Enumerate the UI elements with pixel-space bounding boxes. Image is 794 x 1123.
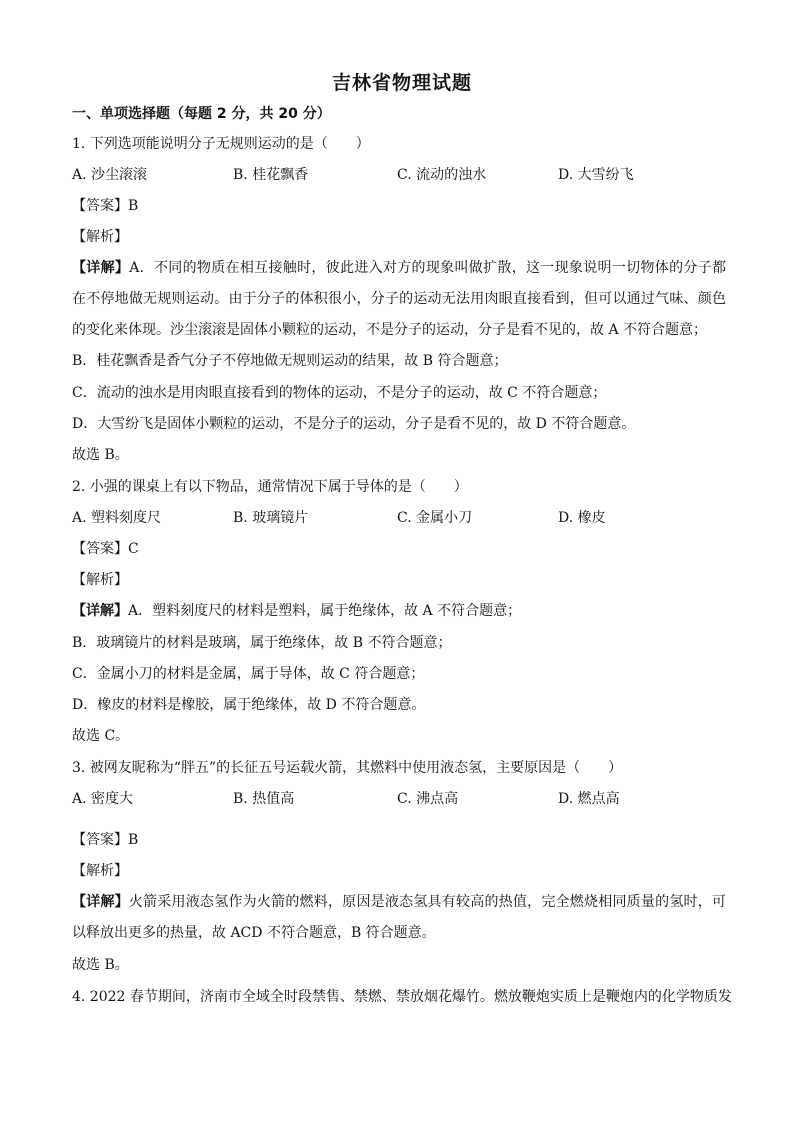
q3-detail [72,887,726,949]
q2-option-d: D. 橡皮 [558,510,606,526]
q3-option-d: D. 燃点高 [558,791,620,807]
section-heading: 一、单项选择题（每题 2 分，共 20 分） [72,106,331,122]
q1-option-a: A. 沙尘滚滚 [72,167,148,183]
q3-conclusion: 故选 B。 [72,957,129,973]
question-3-stem: 3. 被网友昵称为“胖五”的长征五号运载火箭，其燃料中使用液态氢，主要原因是（ ） [72,760,623,776]
q2-explain-c: C．金属小刀的材料是金属，属于导体，故 C 符合题意； [72,666,425,682]
q1-detail-text: A．不同的物质在相互接触时，彼此进入对方的现象叫做扩散，这一现象说明一切物体的分子都在不停地做无规则运动。由于分子的体积很小，分子的运动无法用肉眼直接看到，但可以通过气味、颜色的变化来体现。沙尘滚滚是固体小颗粒的运动，不是分子的运动，分子是看不见的，故 A 不符合题意； [72,260,727,338]
q1-option-d: D. 大雪纷飞 [558,167,634,183]
q3-detail-tag: 【详解】 [72,894,129,910]
q1-explain-b: B．桂花飘香是香气分子不停地做无规则运动的结果，故 B 符合题意； [72,353,508,369]
q2-detail-tag: 【详解】 [72,603,128,619]
q3-detail-text: 火箭采用液态氢作为火箭的燃料，原因是液态氢具有较高的热值，完全燃烧相同质量的氢时，可以释放出更多的热量，故 ACD 不符合题意，B 符合题意。 [72,894,726,941]
question-4-stem: 4. 2022 春节期间，济南市全域全时段禁售、禁燃、禁放烟花爆竹。燃放鞭炮实质上是鞭炮内的化学物质发 [72,989,732,1005]
q2-detail [72,602,521,620]
q2-analysis: 【解析】 [72,572,128,588]
question-1-stem: 1. 下列选项能说明分子无规则运动的是（ ） [72,136,370,152]
q3-answer: 【答案】B [72,832,139,848]
q1-explain-d: D．大雪纷飞是固体小颗粒的运动，不是分子的运动，分子是看不见的，故 D 不符合题意。 [72,416,636,432]
q1-conclusion: 故选 B。 [72,447,129,463]
q1-detail-tag: 【详解】 [72,260,130,276]
q1-explain-c: C．流动的浊水是用肉眼直接看到的物体的运动，不是分子的运动，故 C 不符合题意； [72,385,607,401]
q2-explain-b: B．玻璃镜片的材料是玻璃，属于绝缘体，故 B 不符合题意； [72,635,452,651]
q3-option-a: A. 密度大 [72,791,134,807]
q2-option-c: C. 金属小刀 [397,510,473,526]
q2-conclusion: 故选 C。 [72,728,130,744]
q2-answer: 【答案】C [72,541,139,557]
q1-analysis: 【解析】 [72,229,128,245]
q3-option-b: B. 热值高 [233,791,295,807]
q1-answer: 【答案】B [72,198,139,214]
q2-option-b: B. 玻璃镜片 [233,510,309,526]
q2-option-a: A. 塑料刻度尺 [72,510,162,526]
q2-detail-text: A．塑料刻度尺的材料是塑料，属于绝缘体，故 A 不符合题意； [128,603,522,619]
q3-option-c: C. 沸点高 [397,791,459,807]
q1-detail [72,253,726,346]
q3-analysis: 【解析】 [72,863,128,879]
q1-option-b: B. 桂花飘香 [233,167,309,183]
page-title: 吉林省物理试题 [331,72,472,94]
q2-explain-d: D．橡皮的材料是橡胶，属于绝缘体，故 D 不符合题意。 [72,697,426,713]
question-2-stem: 2. 小强的课桌上有以下物品，通常情况下属于导体的是（ ） [72,479,468,495]
q1-option-c: C. 流动的浊水 [397,167,487,183]
